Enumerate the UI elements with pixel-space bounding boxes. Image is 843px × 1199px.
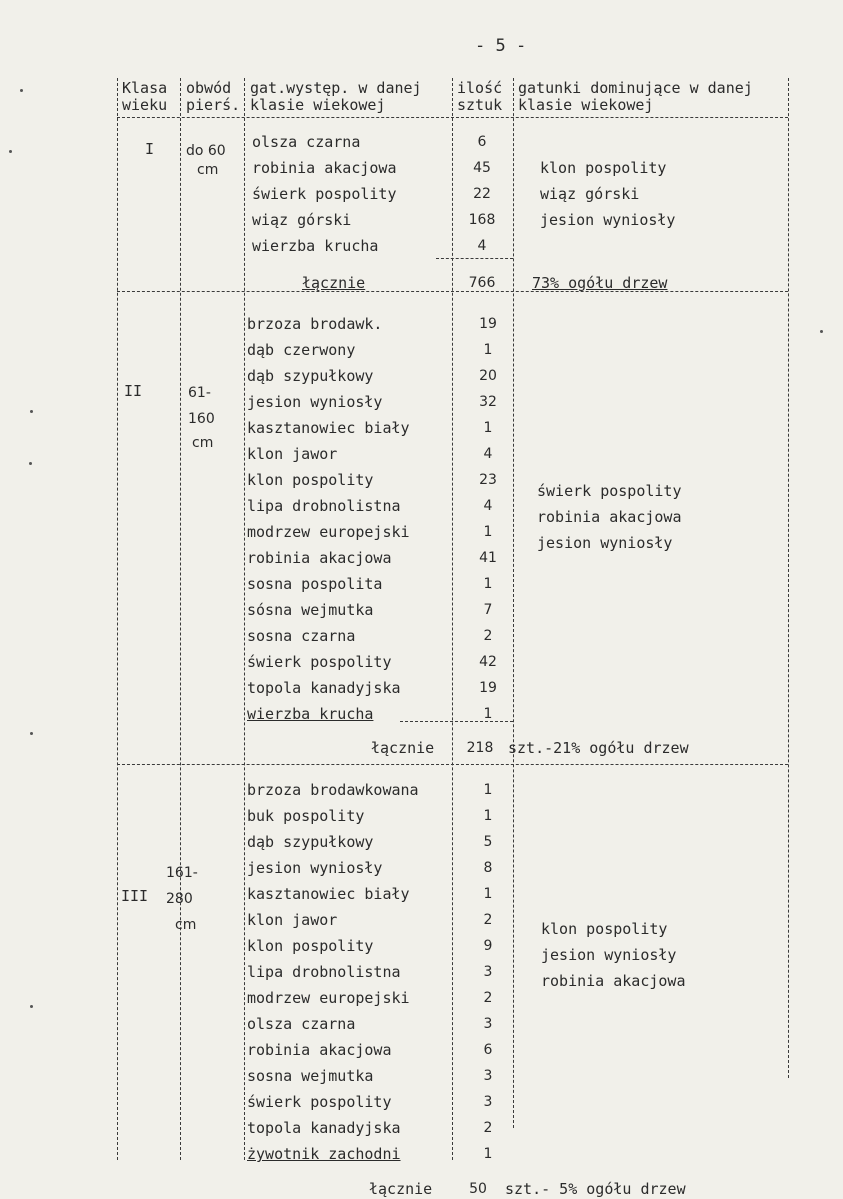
class1-count: 22 — [473, 186, 491, 202]
class2-count: 2 — [483, 628, 493, 644]
column-line-circumference — [244, 78, 245, 1160]
class3-circumference-line3: cm — [175, 917, 197, 933]
class2-species: sosna czarna — [247, 627, 356, 645]
class1-count: 4 — [477, 238, 487, 254]
class3-count: 8 — [483, 860, 493, 876]
class3-species: jesion wyniosły — [247, 859, 383, 877]
class3-count: 1 — [483, 886, 493, 902]
class3-count: 3 — [483, 964, 493, 980]
class2-circumference-line2: 160 — [188, 411, 215, 427]
class2-count: 19 — [479, 316, 497, 332]
class3-count: 2 — [483, 1120, 493, 1136]
class3-count: 5 — [483, 834, 493, 850]
class2-count: 1 — [483, 342, 493, 358]
class2-species: sosna pospolita — [247, 575, 383, 593]
class1-count: 45 — [473, 160, 491, 176]
class3-species: żywotnik zachodni — [247, 1145, 401, 1163]
class2-species: klon pospolity — [247, 471, 374, 489]
class3-species: dąb szypułkowy — [247, 833, 374, 851]
scan-speck — [820, 330, 823, 333]
class3-circumference-line1: 161- — [166, 865, 198, 881]
column-line-class — [180, 78, 181, 1160]
class2-species: jesion wyniosły — [247, 393, 383, 411]
class2-species: sósna wejmutka — [247, 601, 374, 619]
class2-circumference-line3: cm — [192, 435, 214, 451]
column-line-left — [117, 78, 118, 1160]
class2-label: II — [124, 382, 143, 400]
class1-dominant: wiąz górski — [540, 185, 640, 203]
class3-count: 3 — [483, 1016, 493, 1032]
class1-species: wierzba krucha — [252, 237, 379, 255]
class1-species: wiąz górski — [252, 211, 352, 229]
class2-count: 4 — [483, 498, 493, 514]
header-circumference-line2: pierś. — [186, 96, 241, 114]
class1-total-label: łącznie — [302, 274, 366, 292]
class3-species: klon jawor — [247, 911, 338, 929]
class3-count: 1 — [483, 782, 493, 798]
class2-total-value: 218 — [466, 740, 494, 756]
class2-dominant: jesion wyniosły — [537, 534, 673, 552]
class2-count: 1 — [483, 524, 493, 540]
class3-species: sosna wejmutka — [247, 1067, 374, 1085]
class2-species: wierzba krucha — [247, 705, 374, 723]
class1-total-note: 73% ogółu drzew — [532, 274, 668, 292]
class2-count: 1 — [483, 706, 493, 722]
header-underline — [117, 117, 788, 118]
header-count-line2: sztuk — [457, 96, 503, 114]
class3-count: 9 — [483, 938, 493, 954]
column-line-species — [452, 78, 453, 1160]
class2-count: 19 — [479, 680, 497, 696]
class3-count: 2 — [483, 990, 493, 1006]
class2-circumference-line1: 61- — [188, 385, 211, 401]
class2-species: modrzew europejski — [247, 523, 410, 541]
class3-count: 3 — [483, 1068, 493, 1084]
class3-species: topola kanadyjska — [247, 1119, 401, 1137]
class2-species: robinia akacjowa — [247, 549, 392, 567]
column-line-count — [513, 78, 514, 1128]
class3-total-value: 50 — [469, 1181, 487, 1197]
class2-count: 1 — [483, 576, 493, 592]
header-class-line1: Klasa — [122, 79, 168, 97]
class3-species: lipa drobnolistna — [247, 963, 401, 981]
class2-total-note: szt.-21% ogółu drzew — [508, 739, 689, 757]
class1-count: 6 — [477, 134, 487, 150]
class2-species: klon jawor — [247, 445, 338, 463]
class3-dominant: klon pospolity — [541, 920, 668, 938]
page-number: - 5 - — [475, 36, 527, 56]
class2-species: świerk pospolity — [247, 653, 392, 671]
class1-species: olsza czarna — [252, 133, 361, 151]
class3-species: modrzew europejski — [247, 989, 410, 1007]
class2-dominant: świerk pospolity — [537, 482, 682, 500]
class1-circumference-line2: cm — [197, 162, 219, 178]
class2-count: 1 — [483, 420, 493, 436]
scan-speck — [30, 732, 33, 735]
class2-species: dąb czerwony — [247, 341, 356, 359]
class3-species: świerk pospolity — [247, 1093, 392, 1111]
class3-species: olsza czarna — [247, 1015, 356, 1033]
header-class-line2: wieku — [122, 96, 168, 114]
class2-count: 23 — [479, 472, 497, 488]
header-count-line1: ilość — [457, 79, 503, 97]
header-species-line2: klasie wiekowej — [250, 96, 386, 114]
class2-total-label: łącznie — [371, 739, 435, 757]
class3-count: 6 — [483, 1042, 493, 1058]
scan-speck — [20, 89, 23, 92]
class3-count: 1 — [483, 808, 493, 824]
class2-count: 4 — [483, 446, 493, 462]
class2-species: dąb szypułkowy — [247, 367, 374, 385]
class3-count: 2 — [483, 912, 493, 928]
class3-species: kasztanowiec biały — [247, 885, 410, 903]
class2-species: topola kanadyjska — [247, 679, 401, 697]
class3-total-note: szt.- 5% ogółu drzew — [505, 1180, 686, 1198]
class2-species: kasztanowiec biały — [247, 419, 410, 437]
class3-species: robinia akacjowa — [247, 1041, 392, 1059]
class2-count: 42 — [479, 654, 497, 670]
class1-count: 168 — [468, 212, 496, 228]
class3-circumference-line2: 280 — [166, 891, 193, 907]
class2-dominant: robinia akacjowa — [537, 508, 682, 526]
header-dominant-line1: gatunki dominujące w danej — [518, 79, 753, 97]
class3-count: 1 — [483, 1146, 493, 1162]
class3-species: klon pospolity — [247, 937, 374, 955]
class1-circumference-line1: do 60 — [186, 143, 226, 159]
class2-count: 7 — [483, 602, 493, 618]
class2-species: brzoza brodawk. — [247, 315, 383, 333]
class3-species: buk pospolity — [247, 807, 365, 825]
class2-divider — [117, 764, 788, 765]
scan-speck — [30, 1005, 33, 1008]
class1-dominant: jesion wyniosły — [540, 211, 676, 229]
class3-dominant: jesion wyniosły — [541, 946, 677, 964]
class1-species: robinia akacjowa — [252, 159, 397, 177]
class2-species: lipa drobnolistna — [247, 497, 401, 515]
class1-species: świerk pospolity — [252, 185, 397, 203]
class3-label: III — [121, 887, 149, 905]
header-dominant-line2: klasie wiekowej — [518, 96, 654, 114]
header-circumference-line1: obwód — [186, 79, 232, 97]
scan-speck — [30, 410, 33, 413]
class3-species: brzoza brodawkowana — [247, 781, 419, 799]
class3-dominant: robinia akacjowa — [541, 972, 686, 990]
class2-count: 32 — [479, 394, 497, 410]
class3-count: 3 — [483, 1094, 493, 1110]
class2-count: 41 — [479, 550, 497, 566]
class3-total-label: łącznie — [369, 1180, 433, 1198]
class1-sum-line — [436, 258, 513, 259]
class2-count: 20 — [479, 368, 497, 384]
scan-speck — [9, 150, 12, 153]
header-species-line1: gat.występ. w danej — [250, 79, 422, 97]
class1-total-value: 766 — [468, 275, 496, 291]
scan-speck — [29, 462, 32, 465]
class1-label: I — [145, 140, 155, 158]
class1-divider — [117, 291, 788, 292]
class1-dominant: klon pospolity — [540, 159, 667, 177]
column-line-right — [788, 78, 789, 1078]
